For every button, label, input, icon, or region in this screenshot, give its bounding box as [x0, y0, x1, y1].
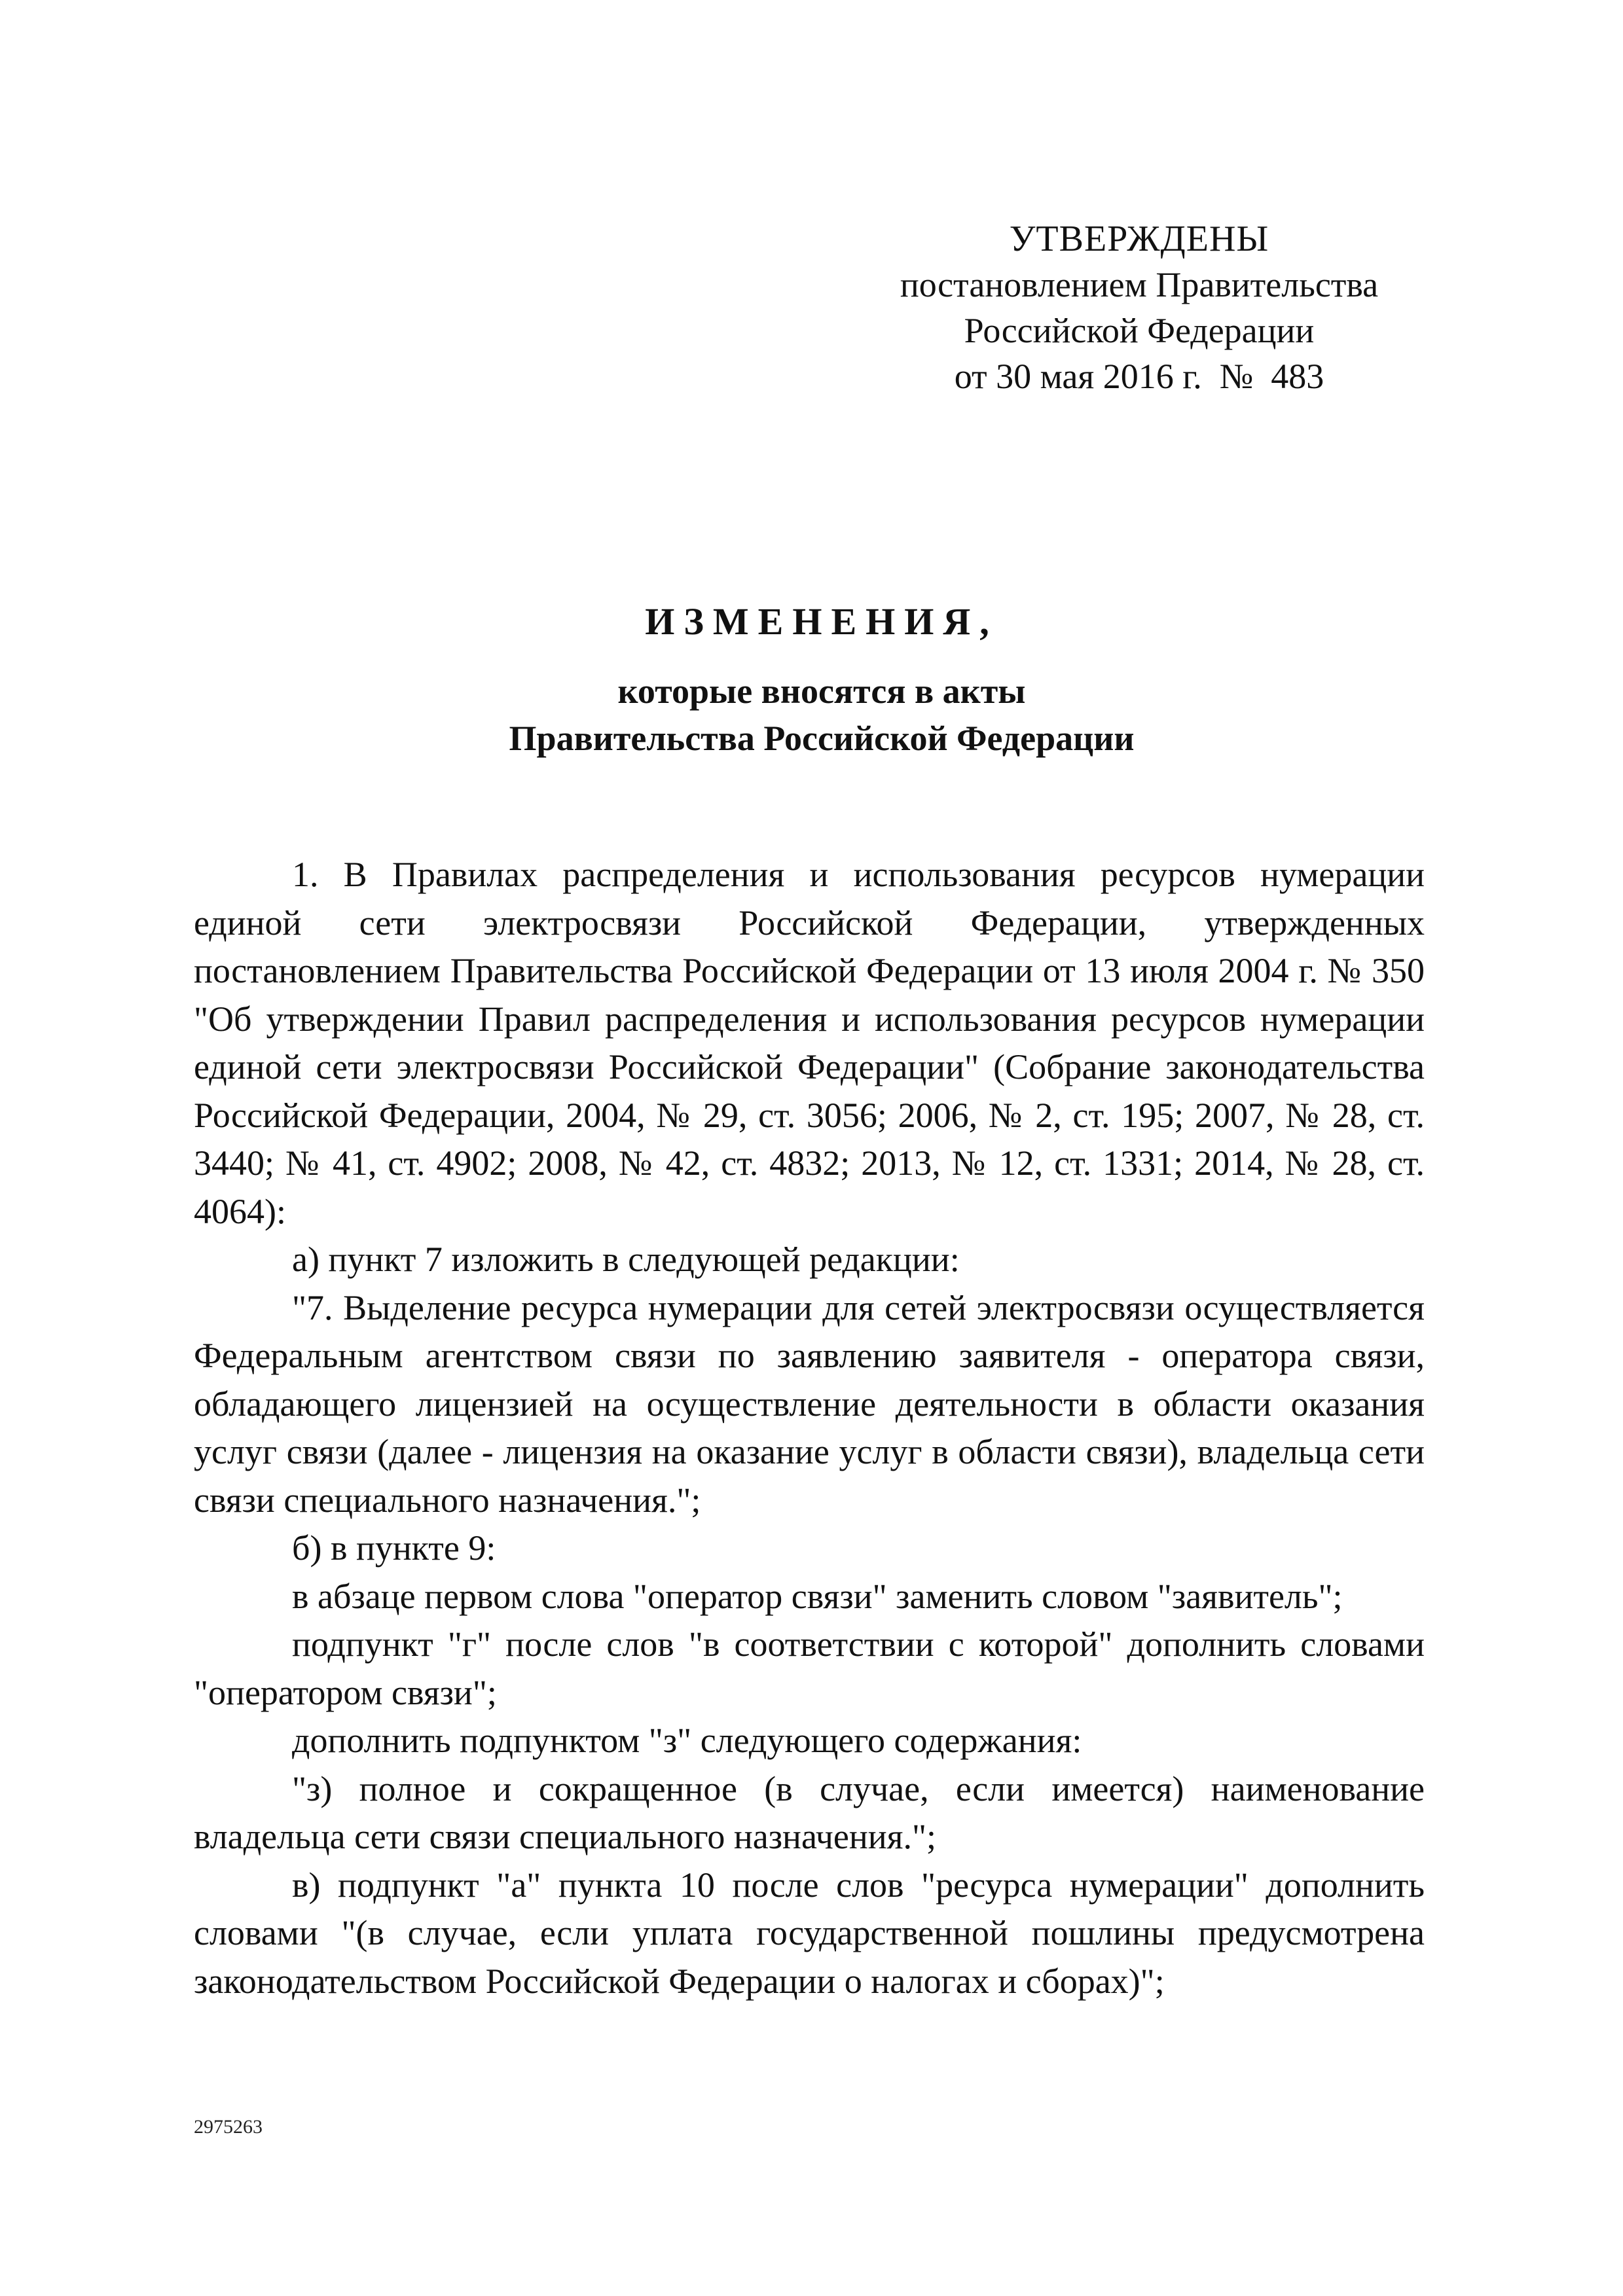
- document-subtitle-line2: Правительства Российской Федерации: [509, 719, 1135, 758]
- paragraph-1: 1. В Правилах распределения и использования ресурсов нумерации единой сети электросвязи Российской Федерации, утвержденных постановлением Правительства Российской Федерации от 13 июля 2004 г. № 350 "Об утверждении Правил распределения и использования ресурсов нумерации единой сети электросвязи Российской Федерации" (Собрание законодательства Российской Федерации, 2004, № 29, ст. 3056; 2006, № 2, ст. 195; 2007, № 28, ст. 3440; № 41, ст. 4902; 2008, № 42, ст. 4832; 2013, № 12, ст. 1331; 2014, № 28, ст. 4064):: [194, 855, 1425, 1231]
- approval-line-date-number: от 30 мая 2016 г. № 483: [954, 357, 1324, 396]
- approval-heading: УТВЕРЖДЕНЫ: [1009, 219, 1269, 259]
- approval-stamp-block: [845, 216, 1434, 399]
- document-subtitle-line1: которые вносятся в акты: [617, 672, 1026, 711]
- paragraph-v: в) подпункт "а" пункта 10 после слов "ресурса нумерации" дополнить словами "(в случае, если уплата государственной пошлины предусмотрена законодательством Российской Федерации о налогах и сборах)";: [194, 1865, 1425, 2001]
- document-code: 2975263: [194, 2116, 263, 2138]
- paragraph-b-3: дополнить подпунктом "з" следующего содержания:: [292, 1721, 1082, 1760]
- document-title-block: [223, 596, 1421, 762]
- paragraph-7-quote: "7. Выделение ресурса нумерации для сетей электросвязи осуществляется Федеральным агентством связи по заявлению заявителя - оператора связи, обладающего лицензией на осуществление деятельности в области оказания услуг связи (далее - лицензия на оказание услуг в области связи), владельца сети связи специального назначения.";: [194, 1287, 1425, 1520]
- paragraph-b-2: подпункт "г" после слов "в соответствии с которой" дополнить словами "оператором связи";: [194, 1624, 1425, 1712]
- paragraph-b: б) в пункте 9:: [292, 1528, 496, 1568]
- document-title: ИЗМЕНЕНИЯ,: [645, 600, 998, 643]
- approval-line-decree: постановлением Правительства: [900, 265, 1379, 304]
- document-body: [194, 851, 1425, 2005]
- paragraph-a: а) пункт 7 изложить в следующей редакции:: [292, 1240, 960, 1279]
- paragraph-z-quote: "з) полное и сокращенное (в случае, если имеется) наименование владельца сети связи специального назначения.";: [194, 1768, 1425, 1856]
- approval-line-federation: Российской Федерации: [964, 311, 1315, 350]
- paragraph-b-1: в абзаце первом слова "оператор связи" заменить словом "заявитель";: [292, 1576, 1343, 1616]
